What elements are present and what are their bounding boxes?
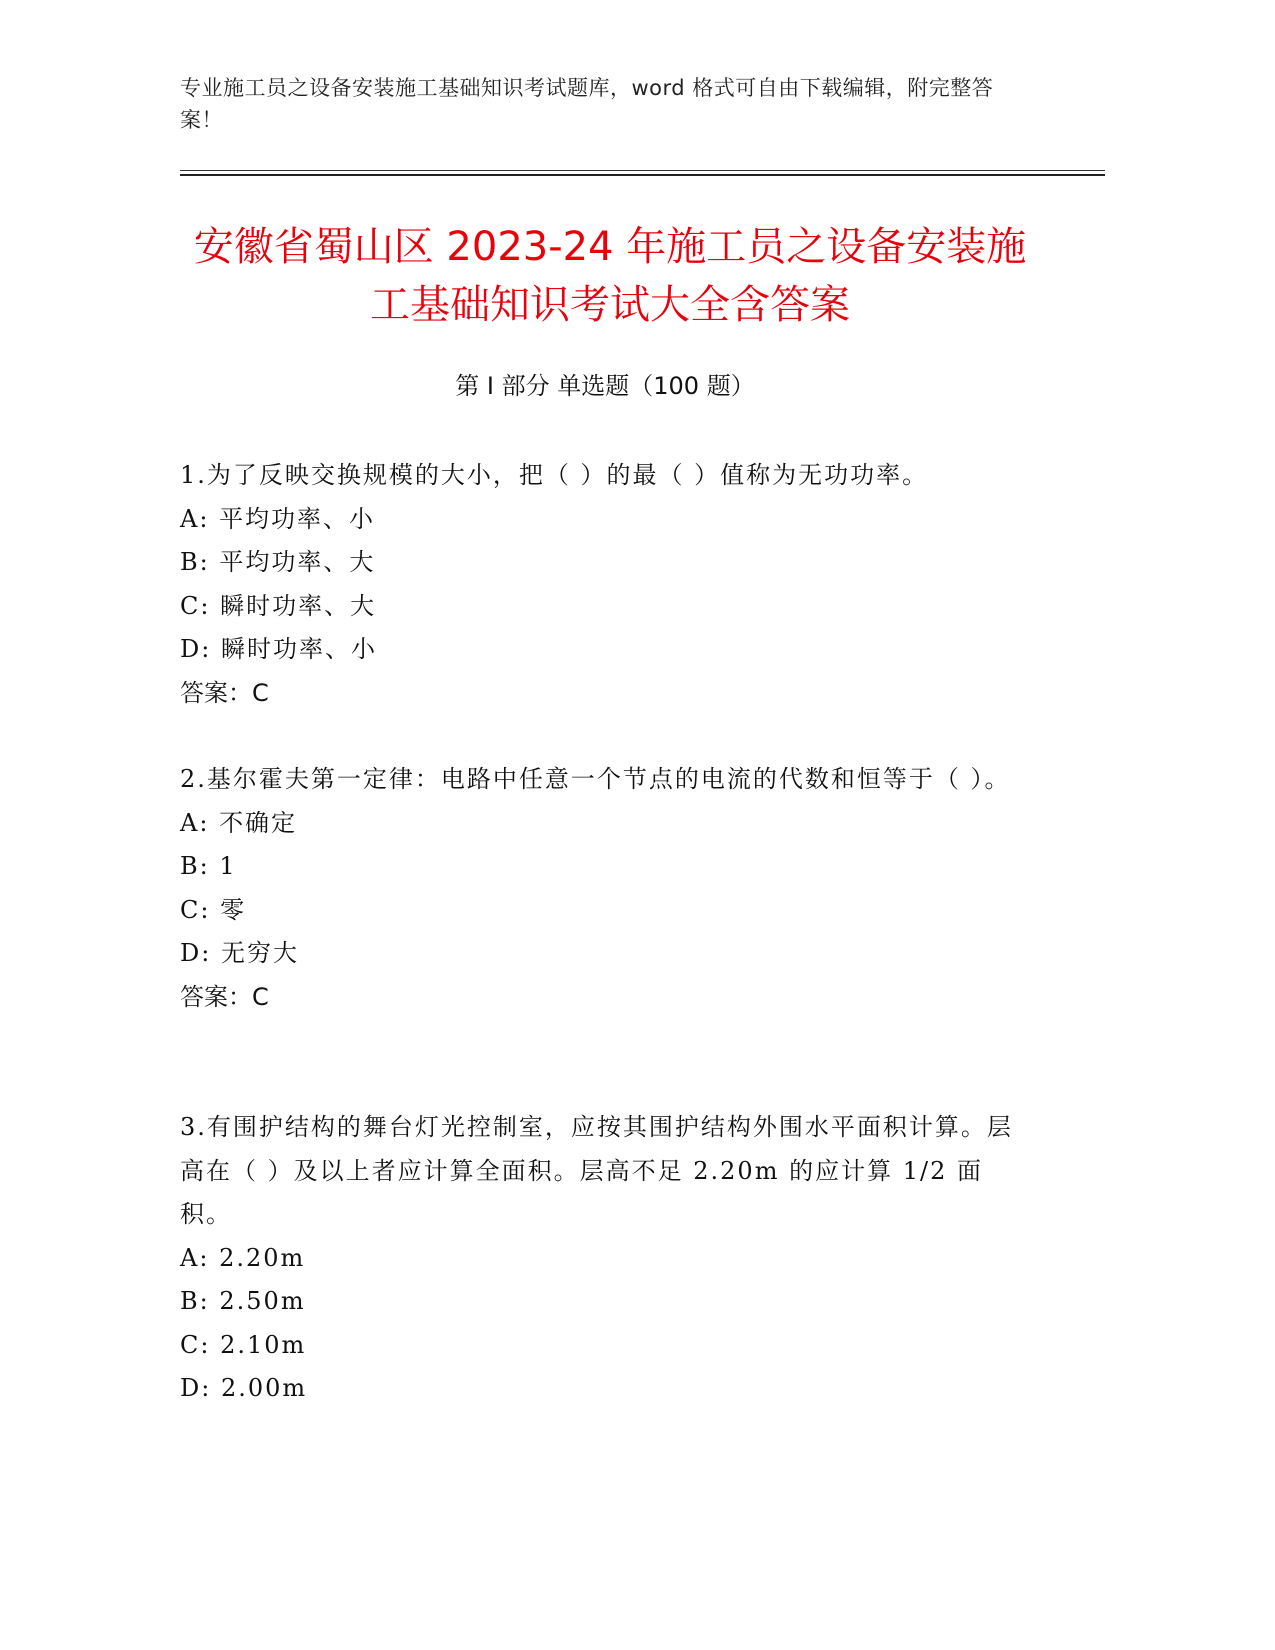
- question-stem: 2.基尔霍夫第一定律：电路中任意一个节点的电流的代数和恒等于（ ）。: [180, 765, 1011, 793]
- option-letter: A:: [180, 808, 210, 837]
- question-1: [180, 454, 1030, 715]
- option-letter: B:: [180, 852, 210, 880]
- option-c: [180, 1324, 1030, 1368]
- option-text: 1: [219, 852, 237, 880]
- question-2: [180, 758, 1030, 1019]
- header-divider-thick: [180, 174, 1105, 176]
- option-letter: D:: [180, 939, 212, 967]
- option-d: [180, 628, 1030, 672]
- option-letter: A:: [180, 1243, 210, 1272]
- option-text: 无穷大: [220, 939, 299, 967]
- option-text: 平均功率、小: [219, 504, 376, 533]
- option-letter: A:: [180, 504, 210, 533]
- answer-line: 答案：C: [180, 678, 269, 707]
- option-letter: D:: [180, 635, 212, 663]
- option-a: [180, 1237, 1030, 1281]
- option-b: [180, 845, 1030, 889]
- header-note: 专业施工员之设备安装施工基础知识考试题库，word 格式可自由下载编辑，附完整答案！: [180, 76, 994, 132]
- option-a: [180, 498, 1030, 542]
- option-text: 不确定: [219, 808, 298, 837]
- question-stem: 1.为了反映交换规模的大小，把（ ）的最（ ）值称为无功功率。: [180, 461, 929, 489]
- option-text: 2.10m: [220, 1330, 307, 1359]
- answer-line: 答案：C: [180, 982, 269, 1011]
- document-page: [180, 0, 1105, 1650]
- option-a: [180, 802, 1030, 846]
- option-text: 瞬时功率、小: [220, 635, 377, 663]
- option-letter: C:: [180, 1330, 211, 1359]
- document-title: 安徽省蜀山区 2023-24 年施工员之设备安装施工基础知识考试大全含答案: [193, 224, 1027, 328]
- question-stem: 3.有围护结构的舞台灯光控制室，应按其围护结构外围水平面积计算。层高在（ ）及以上者应计算全面积。层高不足 2.20m 的应计算 1/2 面积。: [180, 1113, 1013, 1228]
- option-letter: D:: [180, 1374, 212, 1402]
- option-c: [180, 889, 1030, 933]
- option-b: [180, 1280, 1030, 1324]
- option-text: 零: [220, 895, 247, 924]
- option-text: 2.20m: [219, 1243, 306, 1272]
- option-letter: C:: [180, 895, 211, 924]
- option-d: [180, 1367, 1030, 1411]
- option-letter: B:: [180, 548, 210, 576]
- option-text: 2.00m: [220, 1374, 308, 1402]
- option-letter: B:: [180, 1287, 210, 1315]
- option-b: [180, 541, 1030, 585]
- header-divider-thin: [180, 170, 1105, 171]
- option-c: [180, 585, 1030, 629]
- section-heading: 第 I 部分 单选题（100 题）: [455, 372, 755, 400]
- question-3: [180, 1106, 1030, 1411]
- option-d: [180, 932, 1030, 976]
- option-text: 瞬时功率、大: [220, 591, 377, 620]
- option-letter: C:: [180, 591, 211, 620]
- option-text: 平均功率、大: [219, 548, 376, 576]
- option-text: 2.50m: [219, 1287, 306, 1315]
